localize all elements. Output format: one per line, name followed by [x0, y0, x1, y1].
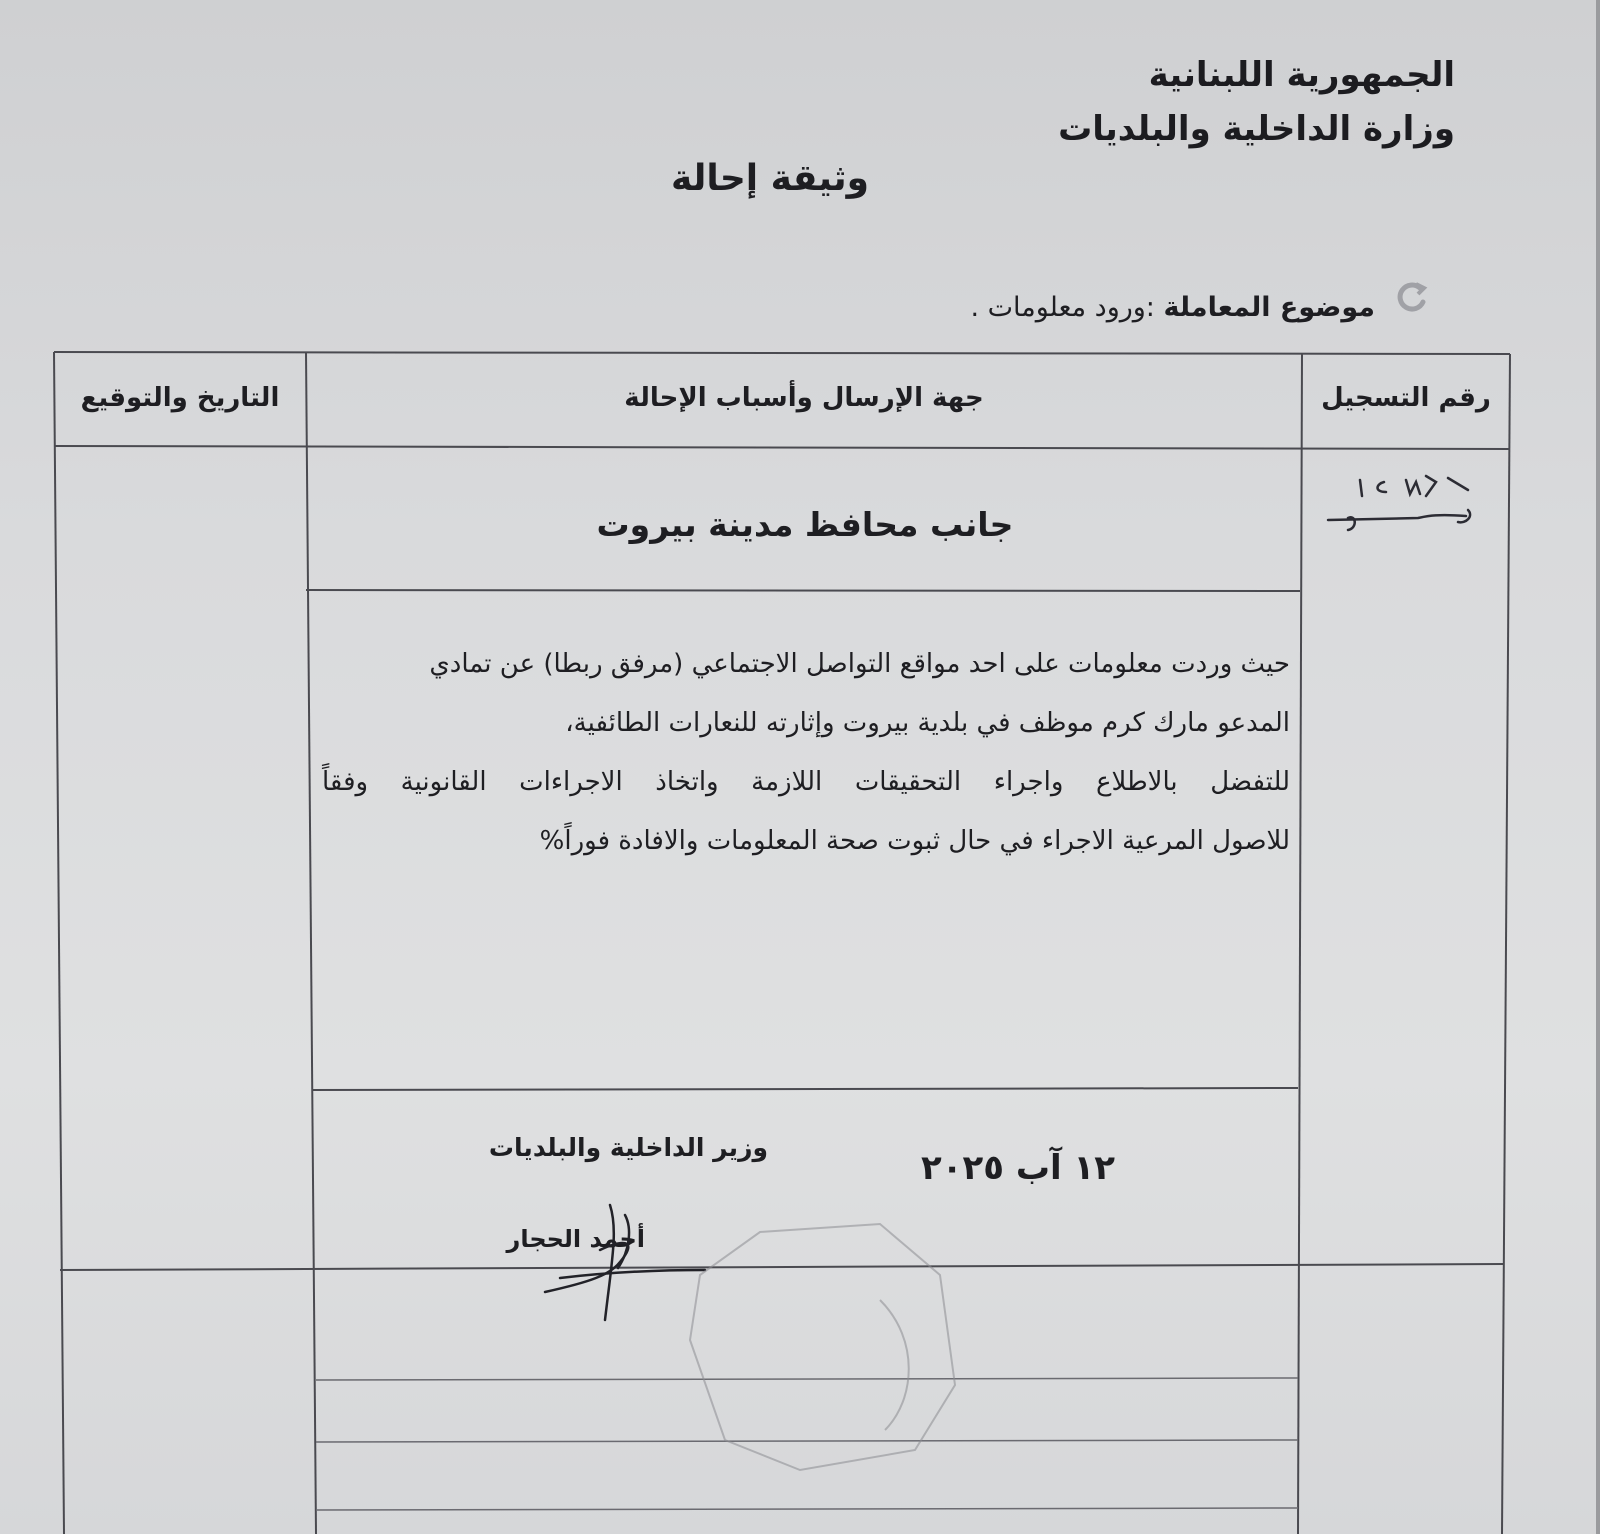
minister-name: أحمد الحجار [506, 1225, 645, 1253]
subject-row [970, 292, 1375, 323]
body-line: حيث وردت معلومات على احد مواقع التواصل الاجتماعي (مرفق ربطا) عن تمادي [429, 649, 1290, 679]
subject-value: :ورود معلومات . [970, 292, 1155, 323]
letterhead [1058, 48, 1455, 156]
body-line: للاصول المرعية الاجراء في حال ثبوت صحة المعلومات والافادة فوراً% [539, 826, 1290, 856]
refresh-icon [1392, 278, 1432, 318]
subject-label: موضوع المعاملة [1163, 292, 1375, 323]
minister-title: وزير الداخلية والبلديات [488, 1133, 768, 1162]
body-line: المدعو مارك كرم موظف في بلدية بيروت وإثارته للنعارات الطائفية، [565, 708, 1290, 738]
referral-body [322, 635, 1290, 871]
official-seal [690, 1224, 955, 1470]
header-sender-and-reasons: جهة الإرسال وأسباب الإحالة [624, 383, 984, 413]
header-date-and-signature: التاريخ والتوقيع [80, 383, 280, 413]
document-title: وثيقة إحالة [670, 158, 870, 199]
referral-date: ١٢ آب ٢٠٢٥ [920, 1148, 1115, 1188]
country-name: الجمهورية اللبنانية [1148, 55, 1455, 95]
page-edge [1596, 0, 1600, 1534]
header-registration-number: رقم التسجيل [1321, 383, 1491, 413]
ministry-name: وزارة الداخلية والبلديات [1058, 109, 1455, 149]
handwritten-registration-number [1318, 470, 1478, 550]
handwritten-signature [545, 1205, 705, 1320]
body-line: للتفضل بالاطلاع واجراء التحقيقات اللازمة واتخاذ الاجراءات القانونية وفقاً [322, 767, 1290, 797]
addressee: جانب محافظ مدينة بيروت [596, 505, 1014, 544]
